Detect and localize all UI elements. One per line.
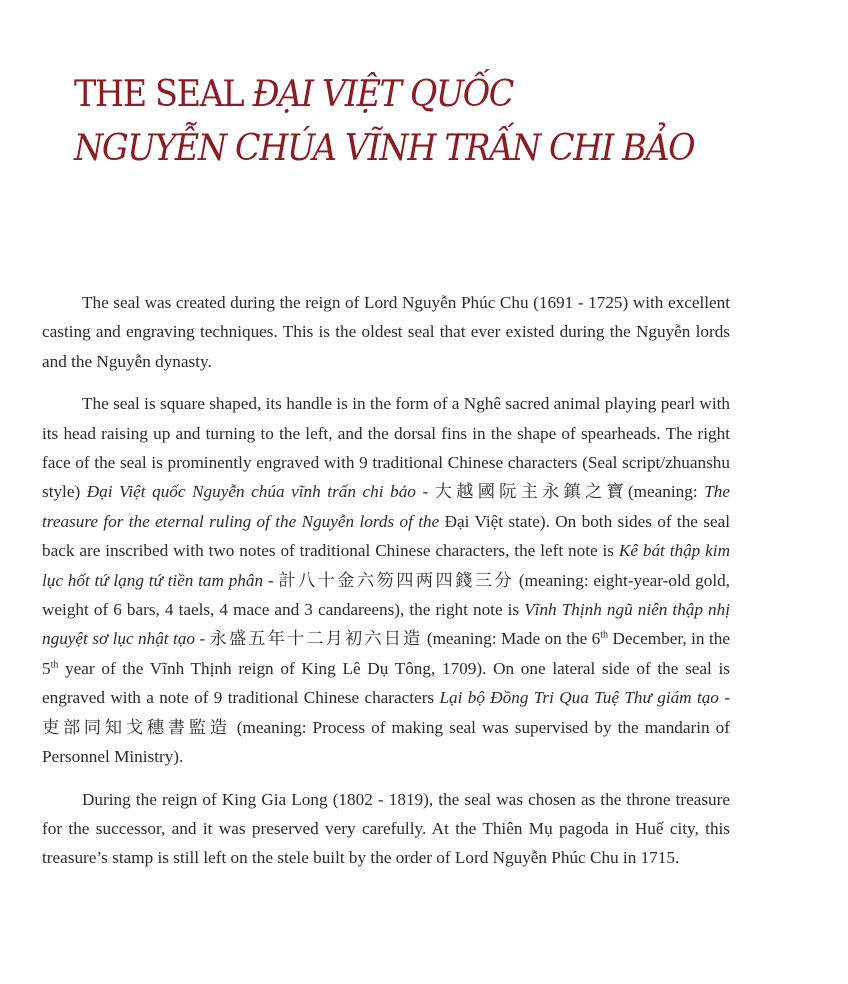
dash: - (263, 570, 279, 590)
page-title (74, 68, 744, 176)
title-italic-1: ĐẠI VIỆT QUỐC (252, 74, 513, 115)
superscript-th: th (50, 659, 59, 671)
seal-name: Đại Việt quốc Nguyễn chúa vĩnh trấn chi bảo (86, 482, 416, 502)
title-plain: THE SEAL (74, 74, 253, 115)
left-note: Kê bát thập kim lục hốt tứ lạng tứ tiền tam phân (42, 541, 730, 590)
title-line-2 (74, 122, 744, 176)
meaning-italic: The treasure for the eternal ruling of the Nguyễn lords of the (42, 482, 730, 531)
dash: - (195, 629, 210, 649)
meaning-close: Đại Việt state). On both sides of the seal back are inscribed with two notes of traditional Chinese characters, the left note is (42, 511, 730, 561)
right-note-chinese: 永盛五年十二月初六日造 (209, 629, 423, 649)
right-note: Vĩnh Thịnh ngũ niên thập nhị nguyệt sơ lục nhật tạo (42, 600, 731, 649)
meaning-4: (meaning: Process of making seal was supervised by the mandarin of Personnel Ministry). (42, 717, 730, 767)
lateral-note-chinese: 吏部同知戈穗書監造 (42, 717, 231, 737)
seal-chinese: 大越國阮主永鎮之寶 (434, 482, 628, 502)
superscript-th: th (600, 629, 609, 641)
paragraph-2 (42, 389, 730, 771)
paragraph-3 (42, 785, 730, 873)
meaning-3b: December, in the 5 (42, 629, 730, 678)
meaning-2: (meaning: eight-year-old gold, weight of 6 bars, 4 taels, 4 mace and 3 candareens), the right note is (42, 570, 730, 620)
meaning-open: (meaning: (627, 482, 705, 502)
paragraph-1-text: The seal was created during the reign of Lord Nguyễn Phúc Chu (1691 - 1725) with excellent casting and engraving techniques. This is the oldest seal that ever existed during the Nguyễn lords and the Nguyễn dynasty. (42, 293, 730, 371)
dash: - (718, 688, 730, 708)
lateral-note: Lại bộ Đồng Tri Qua Tuệ Thư giám tạo (439, 688, 719, 708)
meaning-3a: (meaning: Made on the 6 (422, 629, 601, 649)
meaning-3c: year of the Vĩnh Thịnh reign of King Lê Dụ Tông, 1709). On one lateral side of the seal is engraved with a note of 9 traditional Chinese characters (42, 658, 730, 708)
left-note-chinese: 計八十金六笏四两四錢三分 (278, 570, 515, 590)
title-italic-2: NGUYỄN CHÚA VĨNH TRẤN CHI BẢO (74, 128, 695, 169)
body-text (42, 288, 730, 886)
paragraph-3-text: During the reign of King Gia Long (1802 - 1819), the seal was chosen as the throne treasure for the successor, and it was preserved very carefully. At the Thiên Mụ pagoda in Huế city, this treasure’s stamp is still left on the stele built by the order of Lord Nguyễn Phúc Chu in 1715. (42, 789, 730, 868)
title-line-1 (74, 68, 744, 122)
p2-intro: The seal is square shaped, its handle is in the form of a Nghê sacred animal playing pearl with its head raising up and turning to the left, and the dorsal fins in the shape of spearheads. The right face of the seal is prominently engraved with 9 traditional Chinese characters (Seal script/zhuanshu style) (42, 394, 730, 502)
dash: - (415, 482, 435, 502)
paragraph-1 (42, 288, 730, 376)
